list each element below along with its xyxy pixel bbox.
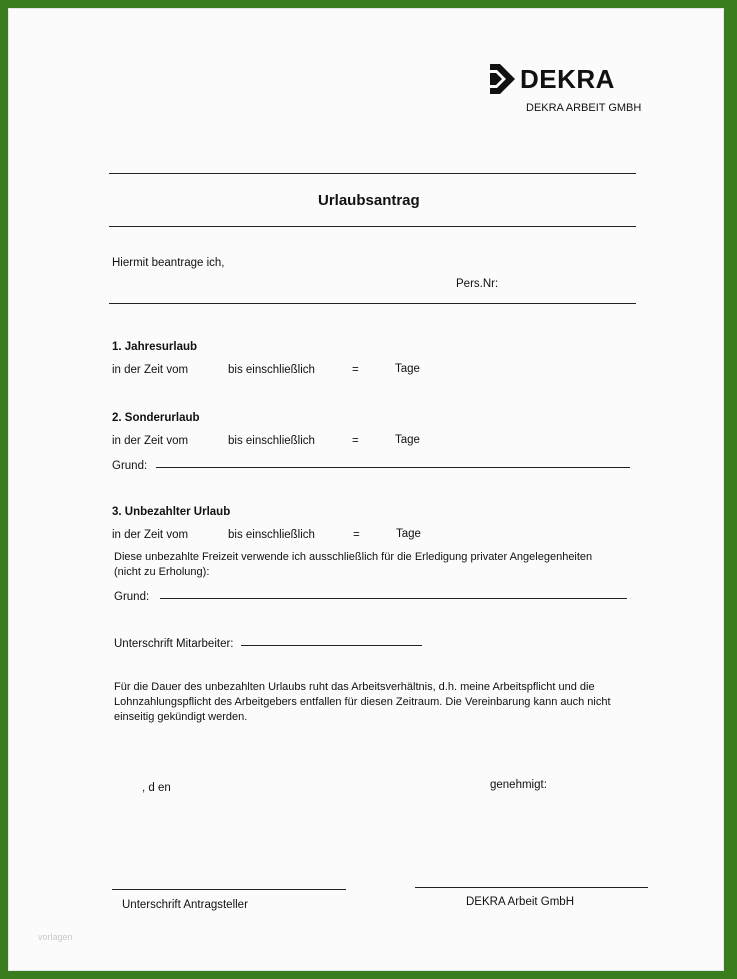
watermark: vorlagen [38, 932, 73, 942]
applicant-signature-label: Unterschrift Antragsteller [122, 899, 248, 911]
section3-reason-field[interactable] [160, 598, 627, 599]
section2-days-label: Tage [395, 434, 420, 446]
disclaimer-line1: Für die Dauer des unbezahlten Urlaubs ruht das Arbeitsverhältnis, d.h. meine Arbeitspflicht und die [114, 681, 595, 693]
employee-signature-label: Unterschrift Mitarbeiter: [114, 638, 234, 650]
employee-signature-field[interactable] [241, 645, 422, 646]
company-logo [488, 62, 615, 96]
section3-note-line2: (nicht zu Erholung): [114, 566, 210, 578]
section2-reason-label: Grund: [112, 460, 148, 472]
pers-nr-label: Pers.Nr: [456, 278, 499, 290]
section1-days-label: Tage [395, 363, 420, 375]
section2-from-label: in der Zeit vom [112, 435, 189, 447]
section3-from-label: in der Zeit vom [112, 529, 189, 541]
section2-equals: = [352, 435, 359, 447]
section1-heading: 1. Jahresurlaub [112, 341, 198, 353]
intro-text: Hiermit beantrage ich, [112, 257, 225, 269]
company-signature-label: DEKRA Arbeit GmbH [466, 896, 575, 908]
section1-to-label: bis einschließlich [228, 364, 315, 376]
section1-from-label: in der Zeit vom [112, 364, 189, 376]
section2-reason-field[interactable] [156, 467, 630, 468]
section2-to-label: bis einschließlich [228, 435, 315, 447]
section3-heading: 3. Unbezahlter Urlaub [112, 506, 231, 518]
section2-heading: 2. Sonderurlaub [112, 412, 200, 424]
divider [109, 226, 636, 227]
logo-text: DEKRA [520, 63, 615, 94]
section3-note-line1: Diese unbezahlte Freizeit verwende ich ausschließlich für die Erledigung privater Angelegenheiten [114, 551, 593, 563]
company-signature-field[interactable] [415, 887, 648, 888]
disclaimer-line2: Lohnzahlungspflicht des Arbeitgebers entfallen für diesen Zeitraum. Die Vereinbarung kann auch nicht [114, 696, 611, 708]
approved-label: genehmigt: [490, 779, 547, 791]
disclaimer-line3: einseitig gekündigt werden. [114, 711, 248, 723]
section1-equals: = [352, 364, 359, 376]
page-title: Urlaubsantrag [318, 192, 420, 209]
section3-days-label: Tage [396, 528, 421, 540]
document-page [8, 8, 724, 971]
section3-equals: = [353, 529, 360, 541]
dekra-logo-icon [488, 62, 516, 96]
divider [109, 173, 636, 174]
section3-to-label: bis einschließlich [228, 529, 315, 541]
section3-reason-label: Grund: [114, 591, 150, 603]
divider [109, 303, 636, 304]
date-label: , d en [142, 782, 171, 794]
applicant-signature-field[interactable] [112, 889, 346, 890]
company-subtitle: DEKRA ARBEIT GMBH [526, 102, 642, 114]
